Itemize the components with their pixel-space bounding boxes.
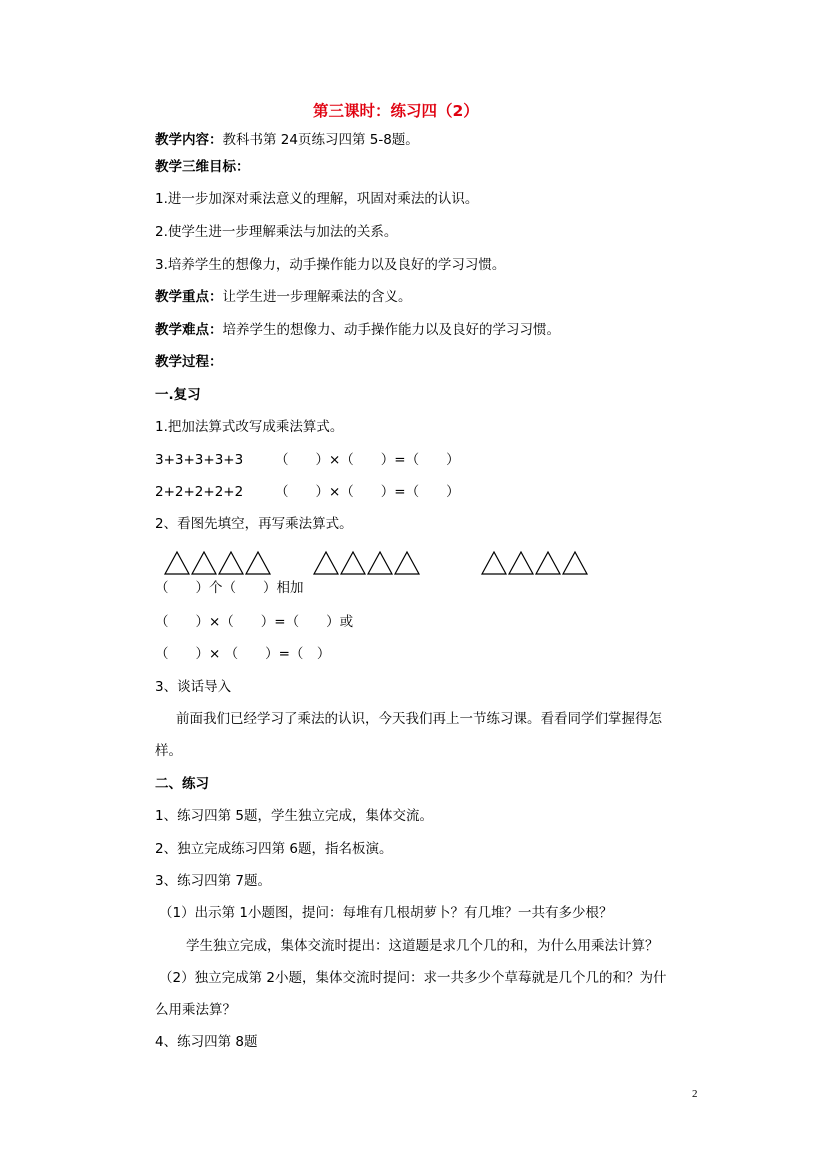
triangle-icon — [192, 552, 216, 574]
triangle-icon — [341, 552, 365, 574]
content-label: 教学内容： — [155, 132, 223, 148]
triangle-icon — [368, 552, 392, 574]
triangle-group-3 — [482, 552, 587, 574]
content-line — [155, 131, 419, 149]
triangle-icon — [246, 552, 270, 574]
triangle-icon — [482, 552, 506, 574]
triangle-group-1 — [165, 552, 270, 574]
goals-label: 教学三维目标： — [155, 159, 250, 175]
review-heading: 一.复习 — [155, 387, 201, 403]
triangle-group-2 — [314, 552, 419, 574]
practice-heading: 二、练习 — [155, 776, 209, 792]
difficulty-label: 教学难点： — [155, 322, 223, 338]
intro-paragraph-line-1: 前面我们已经学习了乘法的认识，今天我们再上一节练习课。看看同学们掌握得怎 — [176, 711, 662, 727]
triangle-icon — [165, 552, 189, 574]
fill-line-1: （ ）个（ ）相加 — [155, 580, 304, 596]
intro-paragraph-line-2: 样。 — [155, 743, 182, 759]
triangle-icon — [314, 552, 338, 574]
fill-line-2: （ ）×（ ）=（ ）或 — [155, 614, 354, 630]
review-item-3: 3、谈话导入 — [155, 679, 232, 695]
equation-1-left: 3+3+3+3+3 — [155, 452, 244, 468]
triangle-groups-figure — [160, 550, 600, 576]
review-item-1: 1.把加法算式改写成乘法算式。 — [155, 419, 344, 435]
difficulty-line — [155, 321, 560, 339]
triangle-icon — [395, 552, 419, 574]
practice-item-3-sub-2-line-1: （2）独立完成第 2小题，集体交流时提问：求一共多少个草莓就是几个几的和？为什 — [159, 970, 667, 986]
practice-item-3-sub-2-line-2: 么用乘法算？ — [155, 1002, 236, 1018]
fill-line-3: （ ）× （ ）=（ ） — [155, 646, 331, 662]
equation-1-blanks: （ ）×（ ）=（ ） — [275, 452, 460, 468]
practice-item-1: 1、练习四第 5题，学生独立完成，集体交流。 — [155, 808, 433, 824]
key-point-text: 让学生进一步理解乘法的含义。 — [222, 289, 412, 305]
content-text: 教科书第 24页练习四第 5-8题。 — [222, 132, 419, 148]
practice-item-3-sub-1-note: 学生独立完成，集体交流时提出：这道题是求几个几的和，为什么用乘法计算？ — [186, 938, 659, 954]
page-number: 2 — [692, 1088, 698, 1100]
process-label: 教学过程： — [155, 354, 223, 370]
goal-1: 1.进一步加深对乘法意义的理解，巩固对乘法的认识。 — [155, 191, 479, 207]
key-point-line — [155, 288, 412, 306]
triangle-icon — [509, 552, 533, 574]
practice-item-3-sub-1: （1）出示第 1小题图，提问：每堆有几根胡萝卜？有几堆？一共有多少根？ — [159, 905, 613, 921]
difficulty-text: 培养学生的想像力、动手操作能力以及良好的学习习惯。 — [222, 322, 560, 338]
practice-item-3: 3、练习四第 7题。 — [155, 873, 271, 889]
practice-item-4: 4、练习四第 8题 — [155, 1034, 258, 1050]
triangle-icon — [563, 552, 587, 574]
equation-2-blanks: （ ）×（ ）=（ ） — [275, 484, 460, 500]
triangle-icon — [536, 552, 560, 574]
goal-2: 2.使学生进一步理解乘法与加法的关系。 — [155, 224, 398, 240]
key-point-label: 教学重点： — [155, 289, 223, 305]
practice-item-2: 2、独立完成练习四第 6题，指名板演。 — [155, 841, 393, 857]
goal-3: 3.培养学生的想像力，动手操作能力以及良好的学习习惯。 — [155, 257, 506, 273]
review-item-2: 2、看图先填空，再写乘法算式。 — [155, 516, 353, 532]
triangle-icon — [219, 552, 243, 574]
equation-2-left: 2+2+2+2+2 — [155, 484, 244, 500]
page-title: 第三课时：练习四（2） — [313, 102, 479, 120]
